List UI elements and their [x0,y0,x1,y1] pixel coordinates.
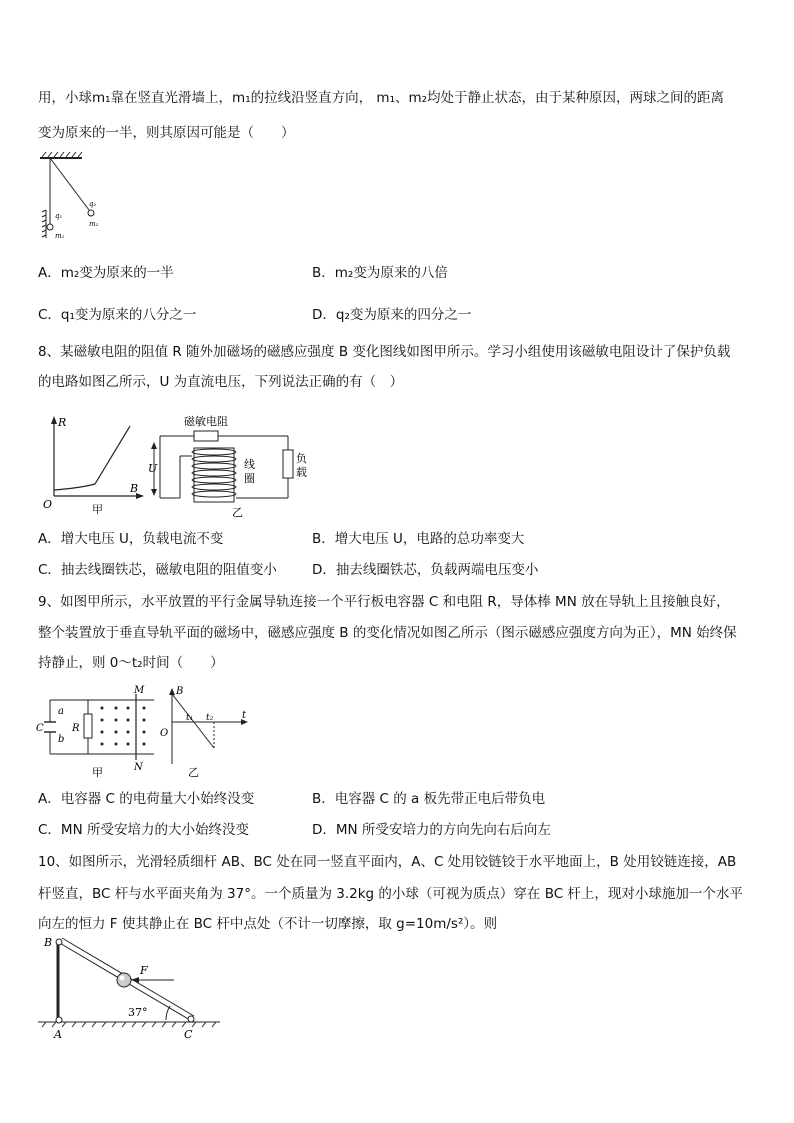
q8-label-r: R [58,416,67,429]
q8-option-d: D．抽去线圈铁芯，负载两端电压变小 [312,562,539,578]
q8-label-load1: 负 [296,452,307,465]
q7-stem-line1: 用，小球m₁靠在竖直光滑墙上，m₁的拉线沿竖直方向， m₁、m₂均处于静止状态，由于某种原因，两球之间的距离 [38,90,725,106]
q9-graph-yi [160,684,252,780]
q7-option-b: B．m₂变为原来的八倍 [312,265,448,281]
q7-option-d: D．q₂变为原来的四分之一 [312,307,472,323]
q9-label-jia: 甲 [92,766,103,779]
q9-label-a: a [58,706,64,717]
q9-option-d: D．MN 所受安培力的方向先向右后向左 [312,822,551,838]
q7-label-q1: q₁ [55,212,63,220]
q9-label-t: t [242,710,247,721]
q8-circuit-yi [150,412,310,520]
q7-pendulum-figure [36,150,126,245]
q7-option-a: A．m₂变为原来的一半 [38,265,174,281]
q8-option-a: A．增大电压 U，负载电流不变 [38,531,224,547]
q7-label-m1: m₁ [55,232,65,240]
q9-stem-line3: 持静止，则 0～t₂时间（ ） [38,655,224,671]
q9-option-a: A．电容器 C 的电荷量大小始终没变 [38,791,255,807]
q8-option-b: B．增大电压 U，电路的总功率变大 [312,531,525,547]
q10-label-c: C [184,1028,193,1041]
q9-label-yi: 乙 [188,766,199,779]
q7-label-m2: m₂ [89,220,99,228]
q10-stem-line3: 向左的恒力 F 使其静止在 BC 杆中点处（不计一切摩擦，取 g=10m/s²）。则 [38,916,498,932]
q7-stem-line2: 变为原来的一半，则其原因可能是（ ） [38,125,295,141]
q8-label-coil1: 线 [244,458,255,471]
q10-label-a: A [54,1028,62,1041]
q8-graph-jia [40,412,152,516]
q8-stem-line1: 8、某磁敏电阻的阻值 R 随外加磁场的磁感应强度 B 变化图线如图甲所示。学习小组使用该磁敏电阻设计了保护负载 [38,344,731,360]
q10-label-f: F [140,964,148,977]
q7-option-c: C．q₁变为原来的八分之一 [38,307,197,323]
q8-option-c: C．抽去线圈铁芯，磁敏电阻的阻值变小 [38,562,277,578]
q9-label-b: b [58,734,65,745]
q8-label-coil2: 圈 [244,472,255,485]
q10-label-b: B [44,936,53,949]
q10-stem-line2: 杆竖直，BC 杆与水平面夹角为 37°。一个质量为 3.2kg 的小球（可视为质点）穿在 BC 杆上，现对小球施加一个水平 [38,886,743,902]
q9-label-b-axis: B [176,686,184,697]
q9-stem-line1: 9、如图甲所示，水平放置的平行金属导轨连接一个平行板电容器 C 和电阻 R，导体棒 MN 放在导轨上且接触良好， [38,594,730,610]
q9-label-t1: t₁ [186,713,194,723]
q9-figure-jia [36,684,160,780]
q9-stem-line2: 整个装置放于垂直导轨平面的磁场中，磁感应强度 B 的变化情况如图乙所示（图示磁感应强度方向为正），MN 始终保 [38,625,737,641]
q10-rod-figure [34,934,224,1042]
q9-label-o: O [160,728,169,739]
q8-label-u: U [148,462,158,475]
q8-label-b: B [130,482,139,495]
q9-label-r: R [72,723,80,734]
q8-label-resistor: 磁敏电阻 [184,415,228,428]
q10-stem-line1: 10、如图所示，光滑轻质细杆 AB、BC 处在同一竖直平面内，A、C 处用铰链铰于水平地面上，B 处用铰链连接，AB [38,854,737,870]
q10-label-angle: 37° [128,1006,148,1019]
q9-option-b: B．电容器 C 的 a 板先带正电后带负电 [312,791,546,807]
q7-label-q2: q₂ [89,200,97,208]
q8-label-o: O [43,498,53,511]
q8-label-load2: 载 [296,466,307,479]
q9-label-t2: t₂ [206,713,214,723]
q9-label-m: M [134,685,145,696]
q8-stem-line2: 的电路如图乙所示，U 为直流电压，下列说法正确的有（ ） [38,374,404,390]
q9-label-n: N [134,762,143,773]
q9-label-c: C [36,723,44,734]
q8-label-yi: 乙 [232,506,243,519]
q8-label-jia: 甲 [92,503,103,516]
q9-option-c: C．MN 所受安培力的大小始终没变 [38,822,249,838]
